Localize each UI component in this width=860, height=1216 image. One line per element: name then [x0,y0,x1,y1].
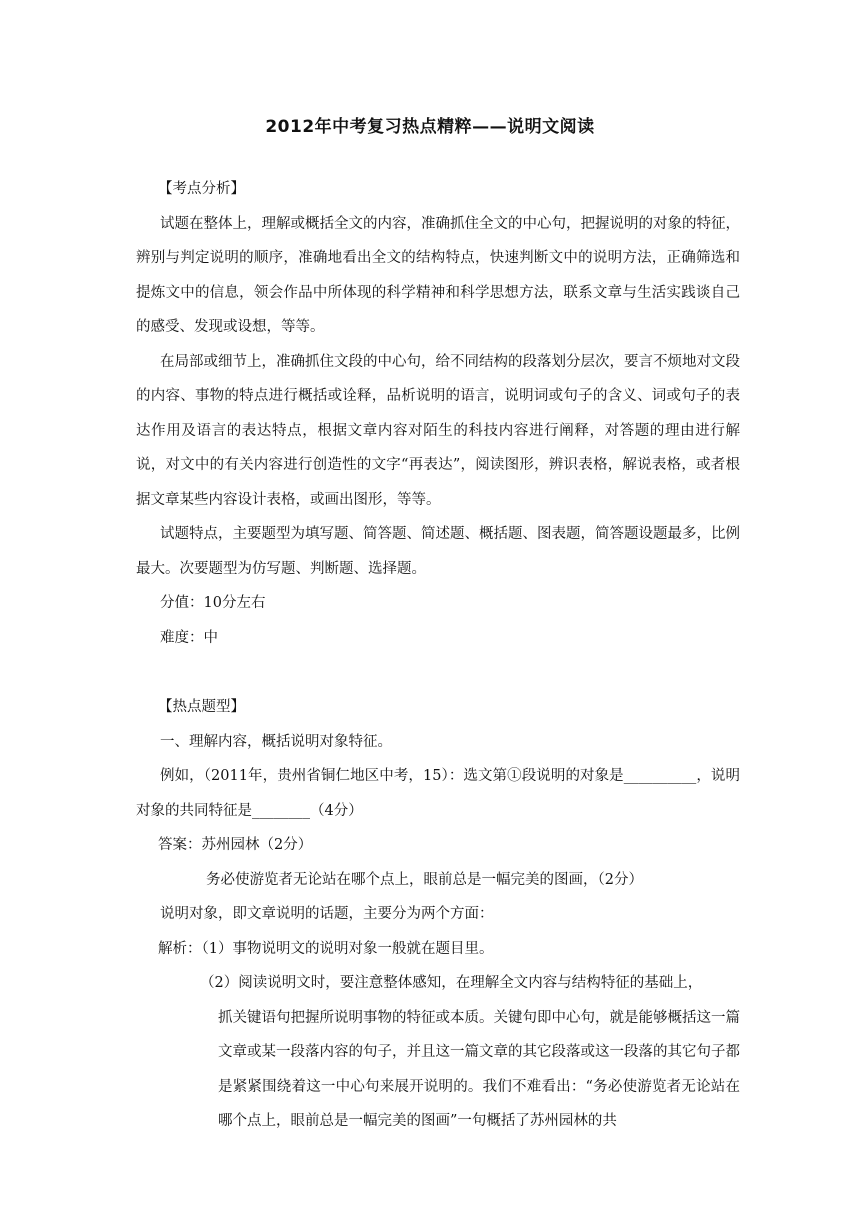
example-question: 例如，（2011年，贵州省铜仁地区中考，15）：选文第①段说明的对象是__________，说明对象的共同特征是________（4分） [136,768,740,819]
section-gap [136,655,740,690]
document-body [136,172,740,1139]
paragraph-overall: 试题在整体上，理解或概括全文的内容，准确抓住全文的中心句，把握说明的对象的特征，辨别与判定说明的顺序，准确地看出全文的结构特点，快速判断文中的说明方法，正确筛选和提炼文中的信息，领会作品中所体现的科学精神和科学思想方法，联系文章与生活实践谈自己的感受、发现或设想，等等。 [136,215,740,335]
analysis-line-1: 解析：（1）事物说明文的说明对象一般就在题目里。 [158,940,494,957]
score-line: 分值：10分左右 [160,595,266,611]
analysis-line-2-body: 抓关键语句把握所说明事物的特征或本质。关键句即中心句，就是能够概括这一篇文章或某一段落内容的句子，并且这一篇文章的其它段落或这一段落的其它句子都是紧紧围绕着这一中心句来展开说明的。我们不难看出：“务必使游览者无论站在哪个点上，眼前总是一幅完美的图画”一句概括了苏州园林的共 [218,1009,740,1129]
difficulty-line: 难度：中 [160,629,218,646]
paragraph-detail: 在局部或细节上，准确抓住文段的中心句，给不同结构的段落划分层次，要言不烦地对文段的内容、事物的特点进行概括或诠释，品析说明的语言，说明词或句子的含义、词或句子的表达作用及语言的表达特点，根据文章内容对陌生的科技内容进行阐释，对答题的理由进行解说，对文中的有关内容进行创造性的文字“再表达”，阅读图形，辨识表格，解说表格，或者根据文章某些内容设计表格，或画出图形，等等。 [136,353,740,508]
answer-line-2: 务必使游览者无论站在哪个点上，眼前总是一幅完美的图画，（2分） [206,871,643,888]
explanation-note: 说明对象，即文章说明的话题，主要分为两个方面： [160,906,494,922]
section-heading-analysis: 【考点分析】 [158,181,245,197]
section-heading-hot-topics: 【热点题型】 [158,699,245,715]
answer-line-1: 答案：苏州园林（2分） [158,837,313,853]
analysis-line-2-lead: （2）阅读说明文时，要注意整体感知，在理解全文内容与结构特征的基础上， [200,975,703,991]
page-title: 2012年中考复习热点精粹——说明文阅读 [265,117,595,137]
topic-item-1: 一、理解内容，概括说明对象特征。 [160,733,392,750]
paragraph-question-types: 试题特点，主要题型为填写题、简答题、简述题、概括题、图表题，简答题设题最多，比例最大。次要题型为仿写题、判断题、选择题。 [136,526,740,577]
